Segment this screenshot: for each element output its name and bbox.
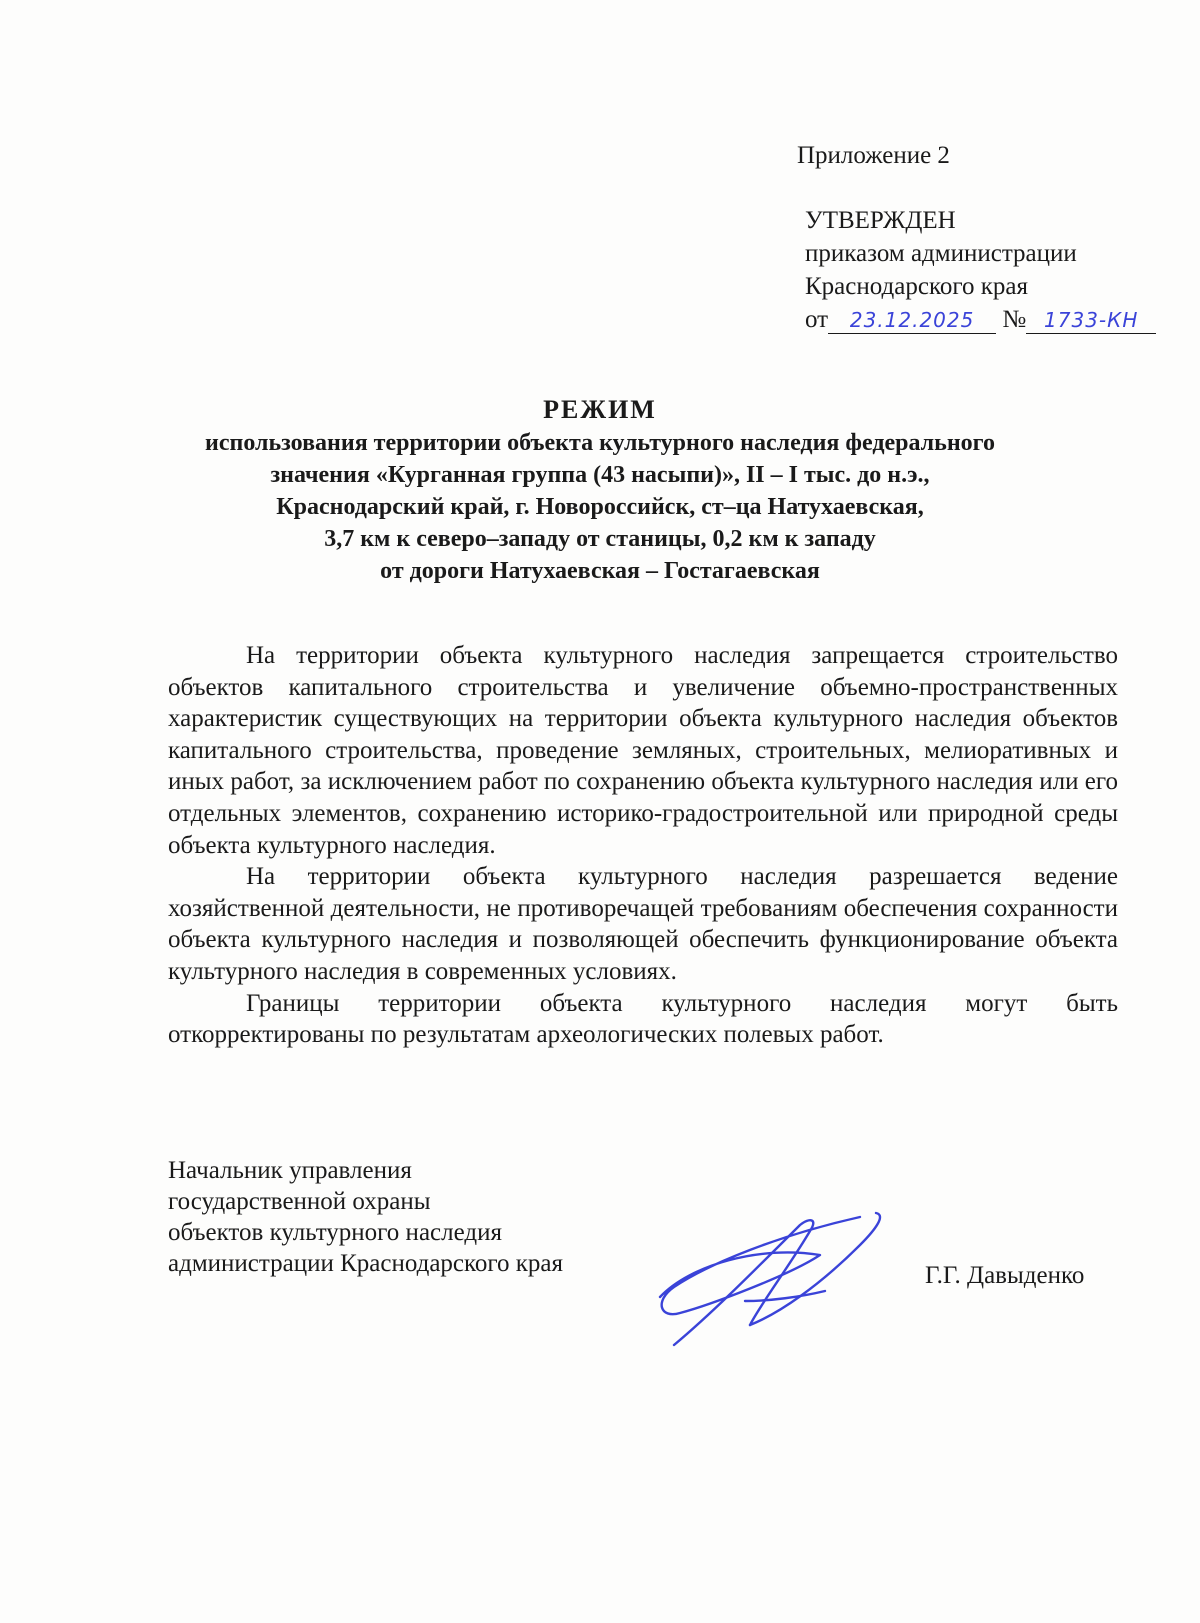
title-heading: РЕЖИМ [543,395,657,424]
approval-stamp-block [805,204,1156,336]
signer-position-line: государственной охраны [168,1188,431,1215]
title-line: Краснодарский край, г. Новороссийск, ст–ца Натухаевская, [276,494,924,520]
appendix-label: Приложение 2 [797,142,950,169]
signer-position-line: объектов культурного наследия [168,1219,502,1246]
handwritten-date: 23.12.2025 [849,308,975,332]
number-prefix: № [1002,306,1027,333]
approval-line-region: Краснодарского края [805,273,1028,300]
date-prefix: от [805,306,829,333]
handwritten-signature [650,1205,900,1350]
date-field [828,307,996,334]
document-body [168,640,1118,1051]
signer-position [168,1155,563,1279]
document-title [150,393,1050,587]
signer-name: Г.Г. Давыденко [925,1262,1085,1289]
signer-position-line: Начальник управления [168,1157,412,1184]
approval-date-number-line [805,303,1156,336]
handwritten-number: 1733-КН [1044,308,1139,332]
number-field [1026,307,1156,334]
body-paragraph: На территории объекта культурного наследия разрешается ведение хозяйственной деятельности, не противоречащей требованиям обеспечения сохранности объекта культурного наследия и позволяющей обеспечить функционирование объекта культурного наследия в современных условиях. [168,863,1118,985]
title-line: использования территории объекта культурного наследия федерального [205,430,995,456]
signer-position-line: администрации Краснодарского края [168,1250,564,1277]
title-line: от дороги Натухаевская – Гостагаевская [380,558,820,584]
approval-line-order: приказом администрации [805,240,1077,267]
title-line: 3,7 км к северо–западу от станицы, 0,2 км к западу [324,526,876,552]
body-paragraph: Границы территории объекта культурного наследия могут быть откорректированы по результатам археологических полевых работ. [168,989,1118,1049]
title-line: значения «Курганная группа (43 насыпи)», II – I тыс. до н.э., [270,462,930,488]
approval-line-approved: УТВЕРЖДЕН [805,207,956,234]
body-paragraph: На территории объекта культурного наследия запрещается строительство объектов капитального строительства и увеличение объемно-пространственных характеристик существующих на территории объекта культурного наследия объектов капитального строительства, проведение земляных, строительных, мелиоративных и иных работ, за исключением работ по сохранению объекта культурного наследия или его отдельных элементов, сохранению историко-градостроительной или природной среды объекта культурного наследия. [168,642,1118,859]
